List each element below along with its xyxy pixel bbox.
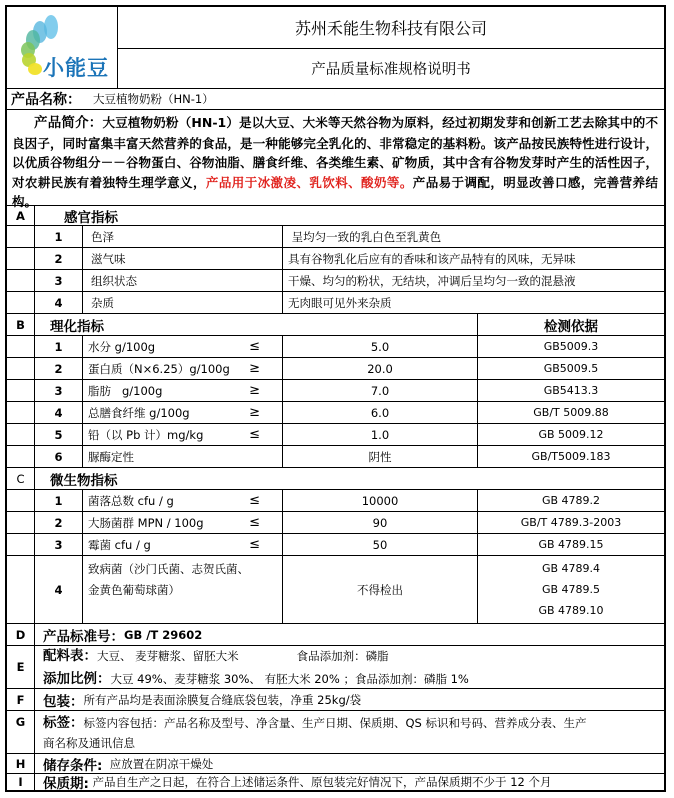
storage-label: 储存条件: [43, 757, 103, 774]
table-row [7, 292, 664, 314]
section-title: 感官指标 [34, 206, 664, 225]
ratio-line [43, 667, 469, 690]
comparison-symbol: ≤ [249, 427, 260, 442]
indicator-name: 组织状态 [82, 270, 282, 291]
indicator-name [82, 534, 282, 555]
spec-sheet [5, 5, 666, 792]
basis-standard: GB5009.5 [477, 358, 664, 379]
basis-standard: GB/T 4789.3-2003 [477, 512, 664, 533]
shelf-life-label: 保质期: [43, 776, 89, 792]
comparison-symbol: ≤ [249, 493, 260, 508]
section-a-header [7, 206, 664, 226]
product-intro-row [7, 110, 664, 210]
basis-standard: GB 4789.15 [477, 534, 664, 555]
indicator-value: 20.0 [282, 358, 477, 379]
basis-standard: GB/T 5009.88 [477, 402, 664, 423]
row-number: 3 [34, 534, 82, 555]
blank-cell [7, 512, 34, 533]
ingredients-line [43, 644, 389, 667]
row-number: 4 [34, 292, 82, 313]
section-letter: H [15, 756, 26, 771]
indicator-label: 水分 g/100g [88, 339, 156, 354]
indicator-value: 10000 [282, 490, 477, 511]
indicator-name [82, 446, 282, 467]
blank-cell [7, 226, 34, 247]
logo-text: 小能豆 [43, 56, 109, 80]
document-title: 产品质量标准规格说明书 [311, 61, 471, 78]
basis-standard: GB5413.3 [477, 380, 664, 401]
product-intro-text-end: 产品易于调配，明显改善口感，完善营养结构。 [12, 174, 658, 210]
header-row [7, 7, 664, 89]
row-number: 1 [34, 226, 82, 247]
section-title: 理化指标 [34, 314, 477, 335]
comparison-symbol: ≥ [249, 361, 260, 376]
comparison-symbol: ≤ [249, 515, 260, 530]
section-e-row [7, 646, 664, 689]
table-row [7, 248, 664, 270]
table-row [7, 490, 664, 512]
pathogen-item-line1: 致病菌（沙门氏菌、志贺氏菌、 [88, 562, 249, 576]
logo [7, 7, 117, 88]
blank-cell [7, 446, 34, 467]
product-name-row [7, 89, 664, 110]
indicator-label: 菌落总数 cfu / g [88, 493, 174, 508]
table-row [7, 446, 664, 468]
row-number: 3 [34, 270, 82, 291]
ingredients-text: 大豆、 麦芽糖浆、留胚大米 [97, 649, 239, 663]
section-letter: F [16, 692, 25, 707]
indicator-value: 90 [282, 512, 477, 533]
comparison-symbol: ≤ [249, 537, 260, 552]
row-number: 6 [34, 446, 82, 467]
indicator-label: 大肠菌群 MPN / 100g [88, 515, 204, 530]
row-number: 2 [34, 358, 82, 379]
comparison-symbol: ≥ [249, 383, 260, 398]
blank-cell [7, 490, 34, 511]
row-number: 2 [34, 512, 82, 533]
section-letter: C [16, 471, 25, 486]
basis-standard: GB/T5009.183 [477, 446, 664, 467]
section-i-row [7, 774, 664, 790]
indicator-label: 总膳食纤维 g/100g [88, 405, 190, 420]
label-text-cont: 商名称及通讯信息 [43, 735, 135, 750]
section-b-header [7, 314, 664, 336]
blank-cell [7, 358, 34, 379]
packaging-text: 所有产品均是表面涂膜复合缝底袋包装，净重 25kg/袋 [83, 692, 362, 707]
header-titles [117, 7, 664, 88]
product-name-value: 大豆植物奶粉（HN-1） [93, 92, 214, 106]
indicator-value: 干燥、均匀的粉状，无结块，冲调后呈均匀一致的混悬液 [282, 270, 664, 291]
indicator-value: 1.0 [282, 424, 477, 445]
pathogen-row [7, 556, 664, 624]
table-row [7, 512, 664, 534]
indicator-label: 蛋白质（N×6.25）g/100g [88, 361, 230, 376]
pathogen-value: 不得检出 [282, 556, 477, 623]
basis-standard: GB 4789.5 [541, 583, 601, 596]
section-letter: I [18, 775, 23, 789]
product-intro [12, 113, 658, 212]
table-row [7, 402, 664, 424]
basis-standard: GB 4789.2 [477, 490, 664, 511]
basis-standard: GB 4789.10 [538, 604, 604, 617]
product-intro-highlight: 产品用于冰激凌、乳饮料、酸奶等。 [205, 174, 413, 190]
basis-standard: GB5009.3 [477, 336, 664, 357]
label-text: 标签内容包括：产品名称及型号、净含量、生产日期、保质期、QS 标识和号码、营养成分表、生产 [83, 715, 587, 730]
table-row [7, 380, 664, 402]
indicator-value: 具有谷物乳化后应有的香味和该产品特有的风味，无异味 [282, 248, 664, 269]
indicator-name [82, 490, 282, 511]
indicator-value: 7.0 [282, 380, 477, 401]
section-g-row [7, 711, 664, 754]
company-name: 苏州禾能生物科技有限公司 [118, 7, 664, 49]
table-row [7, 534, 664, 556]
blank-cell [7, 380, 34, 401]
row-number: 3 [34, 380, 82, 401]
blank-cell [7, 248, 34, 269]
standard-number: GB /T 29602 [124, 627, 203, 642]
section-letter: A [16, 208, 25, 223]
blank-cell [7, 292, 34, 313]
additive-text: 食品添加剂：磷脂 [296, 649, 389, 663]
storage-text: 应放置在阴凉干燥处 [102, 756, 214, 771]
indicator-value: 6.0 [282, 402, 477, 423]
row-number: 4 [34, 402, 82, 423]
table-row [7, 270, 664, 292]
indicator-name [82, 424, 282, 445]
basis-standard: GB 5009.12 [477, 424, 664, 445]
comparison-symbol: ≥ [249, 405, 260, 420]
indicator-name: 滋气味 [82, 248, 282, 269]
indicator-name [82, 380, 282, 401]
basis-standard: GB 4789.4 [541, 562, 601, 575]
indicator-value: 5.0 [282, 336, 477, 357]
section-letter: B [16, 317, 25, 332]
indicator-label: 脂肪 g/100g [88, 383, 163, 398]
section-letter: D [15, 627, 26, 642]
row-number: 1 [34, 490, 82, 511]
row-number: 5 [34, 424, 82, 445]
pathogen-basis [477, 556, 664, 623]
indicator-label: 脲酶定性 [88, 449, 134, 464]
product-intro-label: 产品简介： [34, 115, 103, 131]
blank-cell [7, 336, 34, 357]
indicator-value: 50 [282, 534, 477, 555]
indicator-name: 杂质 [82, 292, 282, 313]
table-row [7, 358, 664, 380]
standard-label: 产品标准号： [43, 628, 124, 645]
table-row [7, 336, 664, 358]
pathogen-item-line2: 金黄色葡萄球菌） [88, 583, 180, 597]
packaging-label: 包装： [43, 693, 84, 710]
label-label: 标签： [43, 714, 84, 731]
indicator-name [82, 512, 282, 533]
section-title: 微生物指标 [34, 468, 664, 489]
shelf-life-text: 产品自生产之日起，在符合上述储运条件、原包装完好情况下，产品保质期不少于 12 个月 [88, 775, 552, 789]
product-name-label: 产品名称： [11, 92, 81, 108]
section-c-header [7, 468, 664, 490]
indicator-name [82, 336, 282, 357]
blank-cell [7, 534, 34, 555]
product-intro-text: 大豆植物奶粉（HN-1）是以大豆、大米等天然谷物为原料，经过初期发芽和创新工艺去除其中的不良因子，同时富集丰富天然营养的食品，是一种能够完全乳化的、非常稳定的基料粉。该产品按民族特性进行设计，以优质谷物组分－－谷物蛋白、谷物油脂、膳食纤维、各类维生素、矿物质，其中含有谷物发芽时产生的活性因子，对农耕民族有着独特生理学意义， [12, 115, 658, 190]
ratio-text: 大豆 49%、麦芽糖浆 30%、 有胚大米 20% ；食品添加剂：磷脂 1% [110, 672, 469, 686]
ingredients-label: 配料表： [43, 648, 97, 664]
blank-cell [7, 402, 34, 423]
row-number: 4 [34, 556, 82, 623]
indicator-name [82, 402, 282, 423]
indicator-name [82, 358, 282, 379]
section-d-row [7, 624, 664, 646]
blank-cell [7, 424, 34, 445]
section-letter: E [16, 660, 25, 674]
section-f-row [7, 689, 664, 711]
table-row [7, 226, 664, 248]
row-number: 2 [34, 248, 82, 269]
blank-cell [7, 270, 34, 291]
indicator-value: 阴性 [282, 446, 477, 467]
indicator-value: 无肉眼可见外来杂质 [282, 292, 664, 313]
indicator-label: 铅（以 Pb 计）mg/kg [88, 427, 204, 442]
basis-header: 检测依据 [477, 314, 664, 335]
ratio-label: 添加比例： [43, 671, 111, 687]
section-h-row [7, 754, 664, 774]
comparison-symbol: ≤ [249, 339, 260, 354]
indicator-label: 霉菌 cfu / g [88, 537, 151, 552]
section-letter: G [15, 715, 26, 729]
indicator-name: 色泽 [82, 226, 282, 247]
row-number: 1 [34, 336, 82, 357]
pathogen-item [82, 556, 282, 623]
table-row [7, 424, 664, 446]
indicator-value: 呈均匀一致的乳白色至乳黄色 [282, 226, 664, 247]
